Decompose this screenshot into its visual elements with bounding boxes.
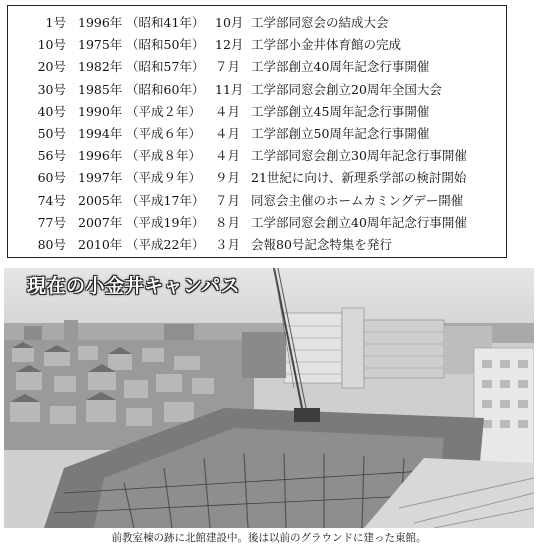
era-year: （昭和57年） bbox=[126, 59, 205, 75]
timeline-row bbox=[8, 123, 506, 144]
year: 2010年 bbox=[78, 237, 123, 252]
year: 1997年 bbox=[78, 170, 123, 186]
event: 工学部創立40周年記念行事開催 bbox=[251, 59, 430, 75]
event: 工学部同窓会創立40周年記念行事開催 bbox=[251, 214, 467, 230]
era-year: （昭和41年） bbox=[126, 15, 205, 30]
issue-number: 74号 bbox=[37, 192, 66, 208]
year: 1996年 bbox=[78, 148, 123, 164]
timeline-row bbox=[8, 212, 506, 233]
timeline-row bbox=[8, 56, 506, 77]
month: 11月 bbox=[215, 81, 244, 97]
year: 2005年 bbox=[78, 192, 123, 208]
year: 1975年 bbox=[78, 37, 123, 53]
event: 21世紀に向け、新理系学部の検討開始 bbox=[251, 170, 467, 186]
issue-number: 1号 bbox=[45, 15, 66, 30]
timeline-row bbox=[8, 34, 506, 55]
photo-caption: 前教室棟の跡に北館建設中。後は以前のグラウンドに建った東館。 bbox=[111, 532, 427, 544]
month: ８月 bbox=[215, 214, 241, 230]
event: 工学部小金井体育館の完成 bbox=[251, 37, 402, 53]
timeline-row bbox=[8, 101, 506, 122]
year: 1996年 bbox=[78, 15, 123, 30]
timeline-row bbox=[8, 190, 506, 211]
campus-photo bbox=[4, 268, 534, 528]
era-year: （平成６年） bbox=[126, 126, 202, 141]
timeline-row bbox=[8, 167, 506, 188]
year: 1994年 bbox=[78, 126, 123, 141]
era-year: （平成17年） bbox=[126, 192, 205, 208]
era-year: （平成９年） bbox=[126, 170, 202, 186]
era-year: （平成19年） bbox=[126, 214, 205, 230]
issue-number: 10号 bbox=[37, 37, 66, 53]
issue-number: 80号 bbox=[37, 237, 66, 252]
month: ７月 bbox=[215, 192, 241, 208]
timeline-row bbox=[8, 79, 506, 100]
issue-number: 20号 bbox=[37, 59, 66, 75]
timeline-row bbox=[8, 12, 506, 33]
month: 12月 bbox=[215, 37, 244, 53]
era-year: （昭和60年） bbox=[126, 81, 205, 97]
month: ４月 bbox=[215, 126, 241, 141]
issue-number: 40号 bbox=[37, 103, 66, 119]
month: ７月 bbox=[215, 59, 241, 75]
era-year: （昭和50年） bbox=[126, 37, 205, 53]
event: 同窓会主催のホームカミングデー開催 bbox=[251, 192, 464, 208]
timeline-row bbox=[8, 234, 506, 255]
month: ９月 bbox=[215, 170, 241, 186]
issue-number: 30号 bbox=[37, 81, 66, 97]
issue-number: 56号 bbox=[37, 148, 66, 164]
history-timeline-table bbox=[7, 5, 507, 258]
month: ４月 bbox=[215, 148, 241, 164]
issue-number: 60号 bbox=[37, 170, 66, 186]
year: 1990年 bbox=[78, 103, 123, 119]
era-year: （平成２年） bbox=[126, 103, 202, 119]
photo-title: 現在の小金井キャンパス bbox=[27, 275, 241, 297]
event: 工学部創立50周年記念行事開催 bbox=[251, 126, 430, 141]
issue-number: 50号 bbox=[37, 126, 66, 141]
month: 10月 bbox=[215, 15, 244, 30]
issue-number: 77号 bbox=[37, 214, 66, 230]
timeline-row bbox=[8, 145, 506, 166]
month: ３月 bbox=[215, 237, 241, 252]
year: 1985年 bbox=[78, 81, 123, 97]
era-year: （平成22年） bbox=[126, 237, 205, 252]
year: 2007年 bbox=[78, 214, 123, 230]
event: 会報80号記念特集を発行 bbox=[251, 237, 392, 252]
event: 工学部同窓会創立30周年記念行事開催 bbox=[251, 148, 467, 164]
month: ４月 bbox=[215, 103, 241, 119]
event: 工学部同窓会創立20周年全国大会 bbox=[251, 81, 442, 97]
event: 工学部同窓会の結成大会 bbox=[251, 15, 389, 30]
era-year: （平成８年） bbox=[126, 148, 202, 164]
campus-photo-image bbox=[4, 268, 534, 528]
event: 工学部創立45周年記念行事開催 bbox=[251, 103, 430, 119]
year: 1982年 bbox=[78, 59, 123, 75]
